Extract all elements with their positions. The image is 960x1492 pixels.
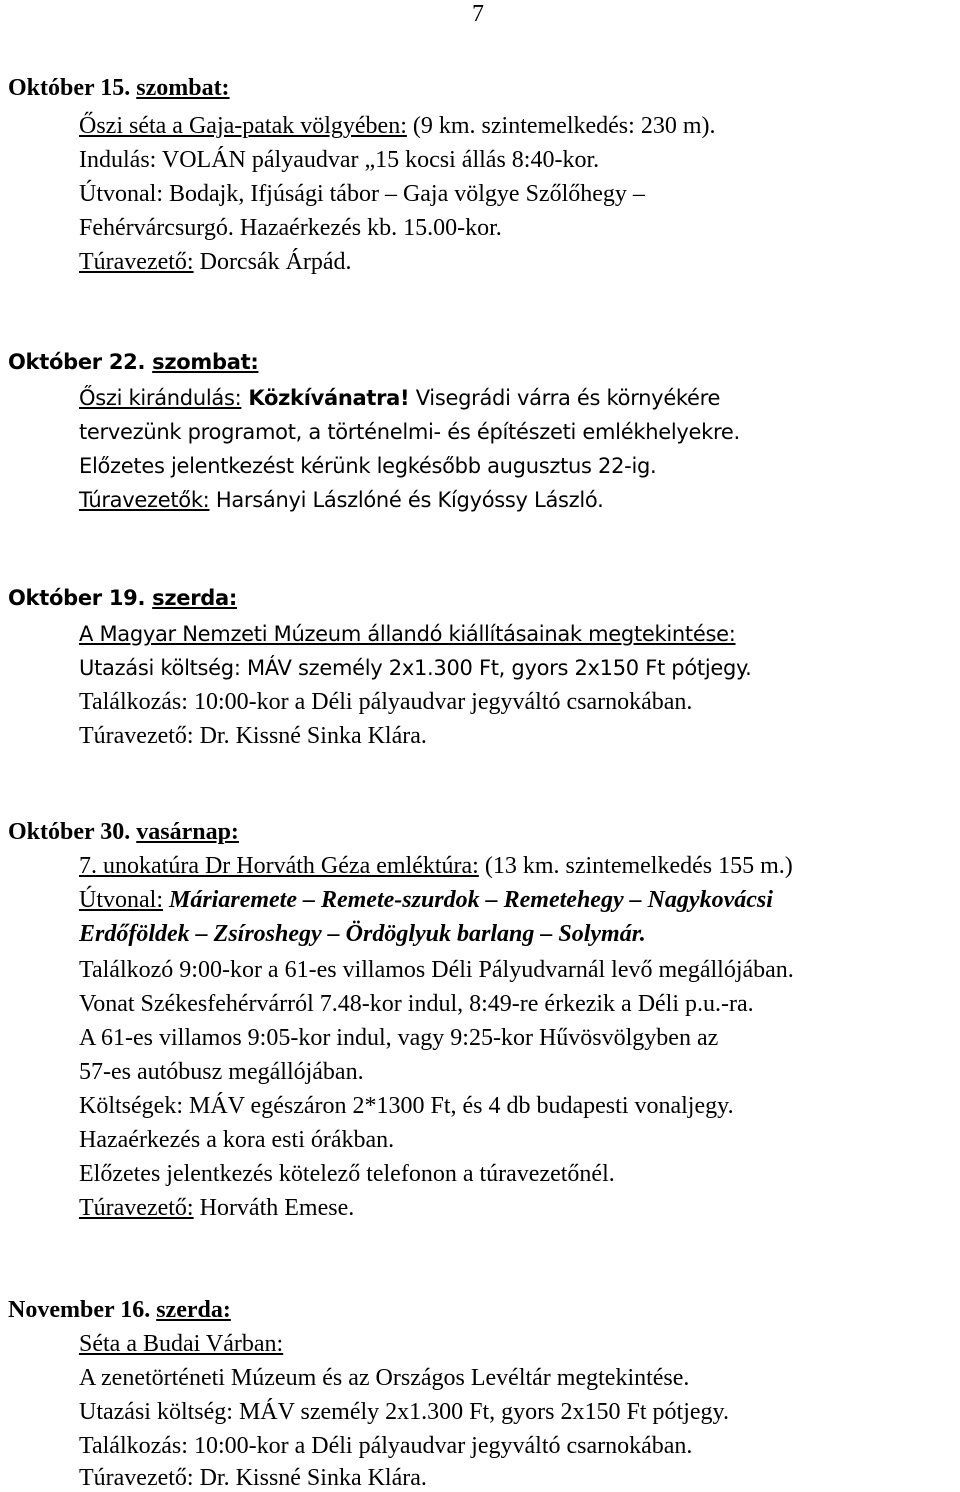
event-heading bbox=[8, 584, 237, 612]
event-line bbox=[79, 112, 715, 140]
guide-name: Horváth Emese. bbox=[193, 1195, 355, 1221]
event-day: szombat: bbox=[136, 75, 230, 101]
event-line: Utazási költség: MÁV személy 2x1.300 Ft, gyors 2x150 Ft pótjegy. bbox=[79, 1399, 729, 1425]
guide-name: Dorcsák Árpád. bbox=[193, 249, 352, 275]
page-number: 7 bbox=[472, 1, 484, 27]
event-title: Őszi kirándulás: bbox=[79, 386, 242, 410]
event-day: szombat: bbox=[152, 350, 259, 374]
event-line: Előzetes jelentkezést kérünk legkésőbb augusztus 22-ig. bbox=[79, 454, 657, 478]
event-heading bbox=[8, 348, 258, 376]
event-route-line bbox=[79, 886, 773, 914]
event-line: Indulás: VOLÁN pályaudvar „15 kocsi állás 8:40-kor. bbox=[79, 147, 600, 173]
guide-label: Túravezetők: bbox=[79, 488, 210, 512]
event-line: Előzetes jelentkezés kötelező telefonon a túravezetőnél. bbox=[79, 1161, 615, 1187]
event-line: Költségek: MÁV egészáron 2*1300 Ft, és 4 db budapesti vonaljegy. bbox=[79, 1093, 734, 1119]
event-title: Őszi séta a Gaja-patak völgyében: bbox=[79, 113, 407, 139]
event-line: Találkozó 9:00-kor a 61-es villamos Déli Pályudvarnál levő megállójában. bbox=[79, 957, 794, 983]
event-date: Október 22. bbox=[8, 350, 146, 374]
event-day: szerda: bbox=[156, 1297, 231, 1323]
event-heading bbox=[8, 1296, 231, 1324]
event-title-detail: (9 km. szintemelkedés: 230 m). bbox=[406, 113, 716, 139]
event-date: November 16. bbox=[8, 1297, 151, 1323]
event-line: 57-es autóbusz megállójában. bbox=[79, 1059, 364, 1085]
event-line: Fehérvárcsurgó. Hazaérkezés kb. 15.00-kor. bbox=[79, 215, 502, 241]
route-stops: Erdőföldek – Zsíroshegy – Ördöglyuk barlang – Solymár. bbox=[79, 921, 646, 947]
event-date: Október 19. bbox=[8, 586, 146, 610]
event-date: Október 15. bbox=[8, 75, 131, 101]
event-line: Útvonal: Bodajk, Ifjúsági tábor – Gaja völgye Szőlőhegy – bbox=[79, 181, 645, 207]
event-title: 7. unokatúra Dr Horváth Géza emléktúra: bbox=[79, 853, 479, 879]
event-line: Túravezető: Dr. Kissné Sinka Klára. bbox=[79, 723, 427, 749]
event-line: tervezünk programot, a történelmi- és építészeti emlékhelyekre. bbox=[79, 420, 740, 444]
event-date: Október 30. bbox=[8, 819, 131, 845]
event-guide-line bbox=[79, 1194, 354, 1222]
event-line: Találkozás: 10:00-kor a Déli pályaudvar jegyváltó csarnokában. bbox=[79, 689, 693, 715]
event-line bbox=[79, 620, 736, 648]
guide-name: Harsányi Lászlóné és Kígyóssy László. bbox=[209, 488, 604, 512]
event-line bbox=[79, 384, 720, 412]
event-title: Séta a Budai Várban: bbox=[79, 1331, 284, 1357]
event-day: vasárnap: bbox=[136, 819, 239, 845]
guide-label: Túravezető: bbox=[79, 1195, 194, 1221]
event-line: Túravezető: Dr. Kissné Sinka Klára. bbox=[79, 1465, 427, 1491]
event-highlight: Közkívánatra! bbox=[241, 386, 410, 410]
event-title: A Magyar Nemzeti Múzeum állandó kiállításainak megtekintése: bbox=[79, 622, 736, 646]
event-line: A zenetörténeti Múzeum és az Országos Levéltár megtekintése. bbox=[79, 1365, 690, 1391]
event-line bbox=[79, 852, 793, 880]
event-title-detail: Visegrádi várra és környékére bbox=[409, 386, 721, 410]
event-line: Találkozás: 10:00-kor a Déli pályaudvar jegyváltó csarnokában. bbox=[79, 1433, 693, 1459]
route-label: Útvonal: bbox=[79, 887, 163, 913]
event-line bbox=[79, 1330, 283, 1358]
event-day: szerda: bbox=[152, 586, 237, 610]
event-title-detail: (13 km. szintemelkedés 155 m.) bbox=[478, 853, 793, 879]
event-heading bbox=[8, 818, 239, 846]
event-guide-line bbox=[79, 486, 603, 514]
guide-label: Túravezető: bbox=[79, 249, 194, 275]
event-guide-line bbox=[79, 248, 352, 276]
event-line: Hazaérkezés a kora esti órákban. bbox=[79, 1127, 395, 1153]
event-line: Utazási költség: MÁV személy 2x1.300 Ft, gyors 2x150 Ft pótjegy. bbox=[79, 656, 752, 680]
event-line: Vonat Székesfehérvárról 7.48-kor indul, 8:49-re érkezik a Déli p.u.-ra. bbox=[79, 991, 754, 1017]
route-stops: Máriaremete – Remete-szurdok – Remetehegy – Nagykovácsi bbox=[163, 887, 773, 913]
event-line: A 61-es villamos 9:05-kor indul, vagy 9:25-kor Hűvösvölgyben az bbox=[79, 1025, 719, 1051]
event-heading bbox=[8, 74, 230, 102]
